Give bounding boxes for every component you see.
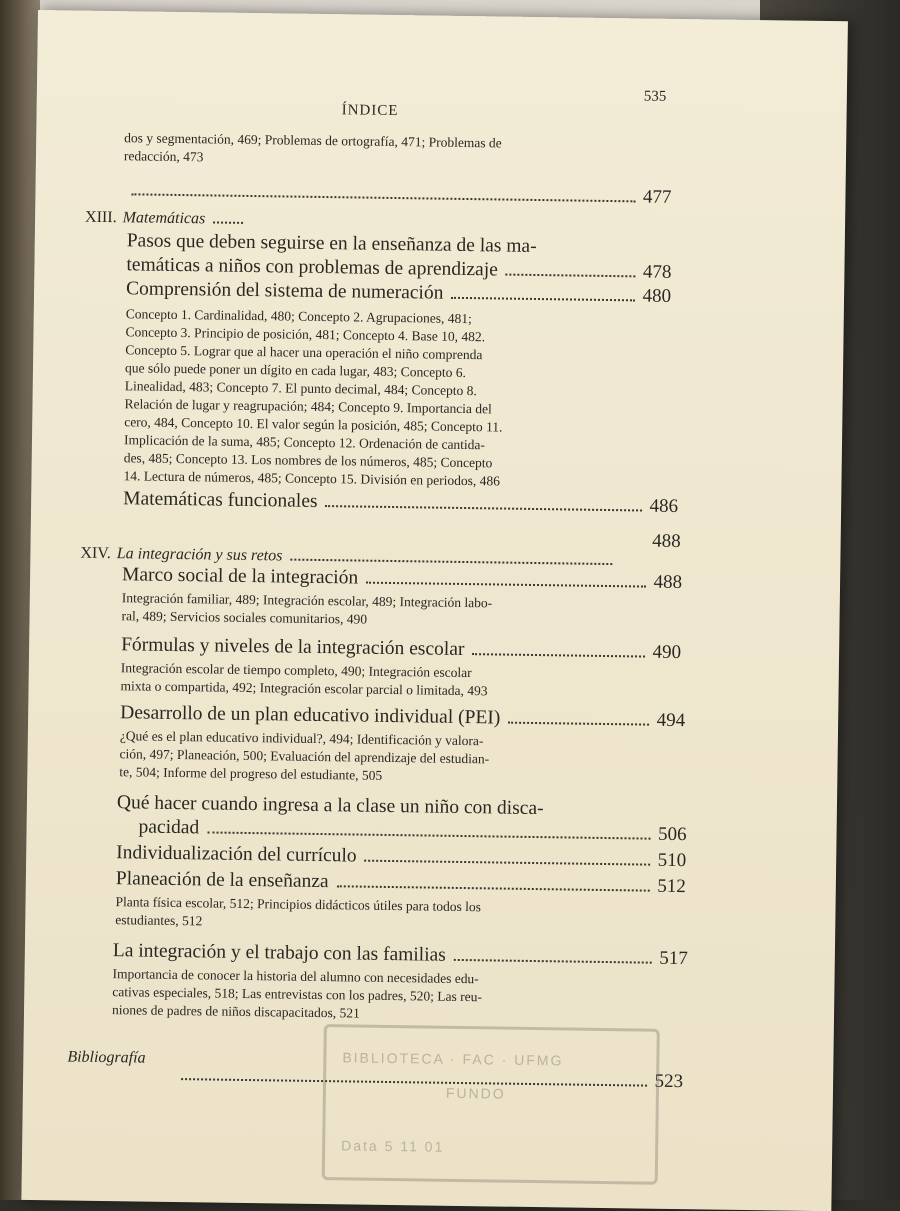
- dot-leader: [337, 885, 650, 891]
- subtopic-line: te, 504; Informe del progreso del estudiante, 505: [119, 764, 383, 783]
- entry-title: Comprensión del sistema de numeración: [125, 278, 444, 304]
- dot-leader: [366, 582, 645, 588]
- familias-subtopics: [112, 965, 673, 1027]
- concept-line: Concepto 1. Cardinalidad, 480; Concepto 2. Agrupaciones, 481;: [125, 306, 472, 327]
- entry-title: Fórmulas y niveles de la integración escolar: [120, 634, 465, 661]
- entry-title: Marco social de la integración: [121, 564, 359, 589]
- concept-line: des, 485; Concepto 13. Los nombres de los números, 485; Concepto: [123, 450, 493, 471]
- carryover-entry: [124, 129, 644, 172]
- subtopic-line: Integración escolar de tiempo completo, 490; Integración escolar: [120, 660, 472, 681]
- chapter-numeral: XIII.: [84, 208, 117, 227]
- toc-entry-pasos[interactable]: [126, 229, 672, 285]
- page-ref: 506: [657, 823, 687, 846]
- subtopic-line: ¿Qué es el plan educativo individual?, 494; Identificación y valora-: [119, 728, 484, 749]
- carryover-line: redacción, 473: [123, 148, 204, 165]
- chapter-title: Matemáticas: [122, 209, 206, 228]
- formulas-subtopics: [120, 659, 665, 703]
- concept-line: Linealidad, 483; Concepto 7. El punto decimal, 484; Concepto 8.: [124, 378, 477, 399]
- toc-entry-que-hacer[interactable]: [116, 791, 687, 847]
- subtopic-line: Integración familiar, 489; Integración escolar, 489; Integración labo-: [121, 590, 493, 611]
- entry-title: Planeación de la enseñanza: [115, 868, 329, 893]
- dot-leader: [365, 860, 650, 866]
- dot-leader: [472, 653, 644, 657]
- stamp-line: FUNDO: [445, 1084, 506, 1102]
- concept-line: Concepto 3. Principio de posición, 481; Concepto 4. Base 10, 482.: [125, 324, 486, 345]
- bibliografia-heading[interactable]: Bibliografía: [67, 1048, 146, 1067]
- entry-title: La integración y el trabajo con las familias: [112, 940, 446, 966]
- page-ref: 477: [642, 186, 672, 208]
- dot-leader: [506, 274, 635, 278]
- dot-leader: [451, 297, 634, 302]
- page-ref: 488: [653, 571, 683, 594]
- dot-leader: [454, 959, 652, 964]
- subtopic-line: ción, 497; Planeación, 500; Evaluación del aprendizaje del estudian-: [119, 746, 490, 767]
- stamp-line: Data 5 11 01: [341, 1137, 445, 1155]
- entry-title: Individualización del currículo: [116, 842, 357, 867]
- entry-line: temáticas a niños con problemas de aprendizaje: [126, 254, 498, 281]
- dot-leader: [325, 505, 641, 511]
- entry-title: Desarrollo de un plan educativo individual (PEI): [120, 702, 501, 729]
- dot-leader: [290, 559, 612, 565]
- subtopic-line: estudiantes, 512: [115, 912, 203, 929]
- chapter-title: La integración y sus retos: [116, 545, 283, 565]
- page-ref: 512: [657, 875, 686, 898]
- page-ref: 523: [654, 1070, 684, 1093]
- chapter-numeral: XIV.: [80, 544, 111, 563]
- concept-line: cero, 484, Concepto 10. El valor según la posición, 485; Concepto 11.: [124, 414, 503, 435]
- page-ref: 486: [649, 495, 679, 517]
- carryover-line: dos y segmentación, 469; Problemas de ortografía, 471; Problemas de: [124, 130, 502, 151]
- entry-title: Matemáticas funcionales: [123, 488, 318, 512]
- dot-leader: [213, 221, 243, 223]
- entry-line: pacidad: [138, 816, 200, 839]
- subtopic-line: mixta o compartida, 492; Integración escolar parcial o limitada, 493: [120, 678, 488, 699]
- subtopic-line: niones de padres de niños discapacitados, 521: [111, 1002, 360, 1021]
- carryover-page-row: [123, 179, 671, 209]
- dot-leader: [508, 722, 648, 726]
- planeacion-subtopics: [115, 893, 675, 937]
- concept-line: Implicación de la suma, 485; Concepto 12. Ordenación de cantida-: [123, 432, 486, 453]
- page-ref: 478: [642, 261, 672, 283]
- concept-line: que sólo puede poner un dígito en cada lugar, 483; Concepto 6.: [124, 360, 467, 381]
- page-ref: 490: [652, 641, 682, 664]
- toc-entry-funcionales[interactable]: [123, 487, 678, 519]
- pei-subtopics: [119, 727, 665, 789]
- page-ref: 494: [656, 709, 686, 732]
- entry-line: Qué hacer cuando ingresa a la clase un niño con disca-: [116, 792, 544, 820]
- entry-line: Pasos que deben seguirse en la enseñanza de las ma-: [126, 230, 537, 257]
- dot-leader: [207, 831, 650, 839]
- page-number: 535: [643, 88, 667, 105]
- subtopic-line: cativas especiales, 518; Las entrevistas con los padres, 520; Las reu-: [112, 984, 483, 1005]
- page-ref: 517: [659, 947, 688, 970]
- page-ref: 480: [642, 285, 672, 307]
- concept-line: Concepto 5. Lograr que al hacer una operación el niño comprenda: [125, 342, 483, 363]
- chapter-xiv-page: 488: [651, 530, 681, 553]
- concept-line: Relación de lugar y reagrupación; 484; Concepto 9. Importancia del: [124, 396, 492, 417]
- dot-leader: [131, 193, 634, 202]
- marco-subtopics: [121, 589, 666, 633]
- book-page: [21, 10, 848, 1211]
- running-head: ÍNDICE: [341, 102, 399, 120]
- subtopic-line: Importancia de conocer la historia del alumno con necesidades edu-: [112, 966, 479, 987]
- page-ref: 510: [657, 849, 687, 872]
- concept-line: 14. Lectura de números, 485; Concepto 15. División en periodos, 486: [123, 468, 501, 489]
- subtopic-line: Planta física escolar, 512; Principios didácticos útiles para todos los: [115, 894, 482, 915]
- concepts-block: [123, 305, 670, 493]
- subtopic-line: ral, 489; Servicios sociales comunitarios, 490: [121, 608, 368, 627]
- stamp-line: BIBLIOTECA · FAC · UFMG: [342, 1049, 564, 1069]
- library-stamp: [322, 1024, 660, 1185]
